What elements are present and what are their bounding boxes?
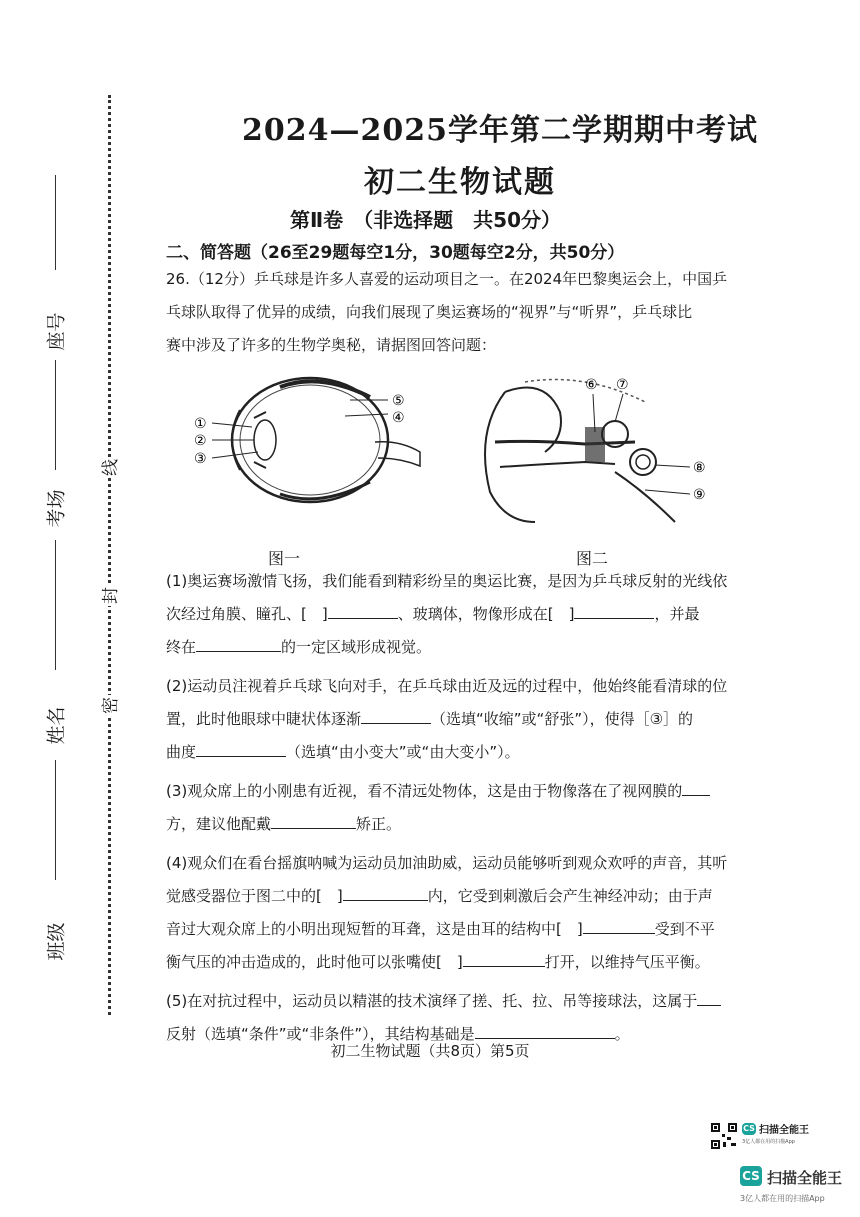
answer-blank-3[interactable] [196,635,281,652]
volume-title: 第Ⅱ卷 （非选择题 共50分） [290,208,562,232]
name-line-top [55,540,56,670]
q26-p4-text2: 内，它受到刺激后会产生神经冲动；由于声 [427,887,713,905]
q26-p3-line1 [166,775,806,808]
q26-intro [166,263,806,362]
section-title: 二、简答题（26至29题每空1分，30题每空2分，共50分） [166,243,625,263]
exam-room-line [55,360,56,470]
binding-strip [0,90,125,1020]
page-footer: 初二生物试题（共8页）第5页 [330,1042,530,1060]
ear-diagram [465,372,725,527]
q26-p4-text5: 衡气压的冲击造成的，此时他可以张嘴使[ ] [166,953,463,971]
q26-p3-text1: (3)观众席上的小刚患有近视，看不清远处物体，这是由于物像落在了视网膜的 [166,782,683,800]
figure-2-caption: 图二 [576,549,609,568]
watermark-name-small: 扫描全能王 [759,1125,809,1136]
seat-line [55,175,56,270]
ear-label-6: ⑥ [585,377,598,393]
exam-room-label: 考场 [45,489,68,528]
q26-subquestions [166,565,806,1051]
eye-label-2: ② [194,433,207,449]
watermark-name: 扫描全能王 [767,1169,843,1187]
q26-p2-line1: (2)运动员注视着乒乓球飞向对手，在乒乓球由近及远的过程中，他始终能看清球的位 [166,677,728,695]
q26-p4-text6: 打开，以维持气压平衡。 [544,953,710,971]
cs-logo-icon-large: CS [740,1166,762,1186]
q26-p4-line2 [166,880,806,913]
q26-p2-text4: （选填“由小变大”或“由大变小”）。 [286,743,520,761]
seal-feng: 封 [93,585,124,606]
q26-p3-line2 [166,808,806,841]
q26-p3-text3: 矫正。 [356,815,402,833]
q26-p5-text2: 反射（选填“条件”或“非条件”），其结构基础是 [166,1025,475,1043]
q26-intro-line1: 26.（12分）乒乓球是许多人喜爱的运动项目之一。在2024年巴黎奥运会上，中国乒 [166,270,728,288]
ear-label-8: ⑧ [693,460,706,476]
q26-p2-text1: 置，此时他眼球中睫状体逐渐 [166,710,362,728]
name-line-bottom [55,760,56,880]
watermark-tagline: 3亿人都在用的扫描App [740,1194,825,1203]
q26-p1-line2 [166,598,806,631]
q26-p5-line1 [166,985,806,1018]
q26-p1-text5: 的一定区域形成视觉。 [281,638,432,656]
q26-p1-text4: 终在 [166,638,197,656]
q26-intro-line3: 赛中涉及了许多的生物学奥秘，请据图回答问题： [166,336,497,354]
q26-p5-text3: 。 [614,1025,630,1043]
q26-p2-text2: （选填“收缩”或“舒张”），使得［③］的 [431,710,694,728]
q26-p5-text1: (5)在对抗过程中，运动员以精湛的技术演绎了搓、托、拉、吊等接球法，这属于 [166,992,698,1010]
eye-label-1: ① [194,416,207,432]
scanner-watermark [740,1166,850,1206]
eye-label-5: ⑤ [392,393,405,409]
q26-p2-text3: 曲度 [166,743,197,761]
q26-p1-line3 [166,631,806,664]
q26-p4-text3: 音过大观众席上的小明出现短暂的耳聋，这是由耳的结构中[ ] [166,920,583,938]
answer-blank-6[interactable] [682,779,710,796]
q26-p3-text2: 方，建议他配戴 [166,815,272,833]
seal-xian: 线 [93,457,124,478]
ear-label-7: ⑦ [616,377,629,393]
ear-label-9: ⑨ [693,487,706,503]
q26-p1-text2: 、玻璃体，物像形成在[ ] [397,605,575,623]
answer-blank-12[interactable] [475,1022,615,1039]
answer-blank-7[interactable] [271,812,356,829]
cs-logo-icon: CS [743,1124,755,1133]
qr-code-icon [710,1122,738,1150]
binding-dotted-line [108,95,111,1015]
answer-blank-5[interactable] [196,740,286,757]
answer-blank-1[interactable] [328,602,398,619]
q26-p1-text1: 次经过角膜、瞳孔、[ ] [166,605,328,623]
answer-blank-10[interactable] [463,950,545,967]
q26-p4-line1: (4)观众们在看台摇旗呐喊为运动员加油助威，运动员能够听到观众欢呼的声音，其听 [166,854,728,872]
eye-label-4: ④ [392,410,405,426]
eye-label-3: ③ [194,451,207,467]
q26-p4-text4: 受到不平 [654,920,715,938]
figure-1-caption: 图一 [268,549,301,568]
q26-p1-line1: (1)奥运赛场激情飞扬，我们能看到精彩纷呈的奥运比赛，是因为乒乓球反射的光线依 [166,572,728,590]
name-label: 姓名 [45,706,68,745]
class-label: 班级 [45,922,68,961]
q26-p1-text3: ，并最 [654,605,700,623]
answer-blank-11[interactable] [697,989,721,1006]
answer-blank-9[interactable] [583,917,655,934]
seal-mi: 密 [93,695,124,716]
q26-p2-line3 [166,736,806,769]
answer-blank-2[interactable] [574,602,654,619]
q26-p4-line3 [166,913,806,946]
answer-blank-8[interactable] [343,884,428,901]
answer-blank-4[interactable] [361,707,431,724]
exam-title: 2024—2025学年第二学期期中考试 [242,113,758,148]
eye-diagram [180,372,440,507]
scanner-watermark-small [710,1120,830,1152]
q26-intro-line2: 乓球队取得了优异的成绩，向我们展现了奥运赛场的“视界”与“听界”，乒乓球比 [166,303,693,321]
q26-p4-text1: 觉感受器位于图二中的[ ] [166,887,343,905]
subject-title: 初二生物试题 [364,165,556,200]
watermark-tagline-small: 3亿人都在用的扫描App [742,1139,795,1145]
seat-label: 座号 [45,312,68,351]
q26-p2-line2 [166,703,806,736]
q26-p4-line4 [166,946,806,979]
